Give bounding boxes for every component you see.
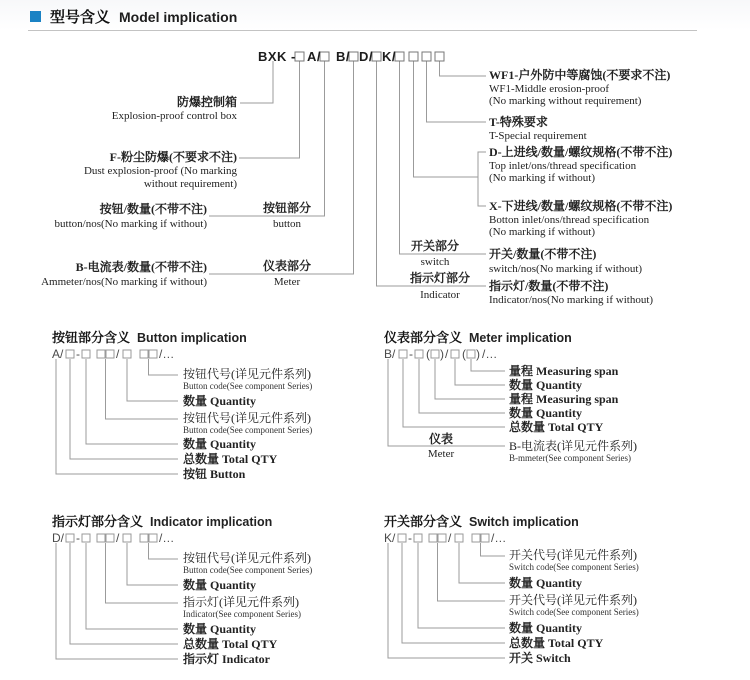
page-header (30, 6, 237, 27)
model-code-seg-d: D/ (359, 49, 373, 64)
label-bottom-inlet-en1: Botton inlet/ons/thread specification (489, 214, 650, 226)
meter-label-5-zh: B-电流表(详见元件系列) (509, 439, 637, 453)
meter-code-open2: ( (462, 347, 466, 361)
switch-label-1: 数量 Quantity (509, 576, 583, 590)
code-box (349, 52, 358, 61)
page-title-en: Model implication (119, 8, 238, 25)
code-box (82, 534, 90, 542)
button-label-5: 按钮 Button (183, 467, 246, 481)
meter-code-close1: ) (440, 347, 444, 361)
meter-label-3: 数量 Quantity (509, 406, 583, 420)
code-box (97, 350, 105, 358)
label-button-qty-zh: 按钮/数量(不带不注) (99, 202, 207, 216)
button-code-prefix: A/ (52, 347, 64, 361)
indicator-label-2-zh: 指示灯(详见元件系列) (183, 595, 299, 609)
label-switch-qty-en: switch/nos(No marking if without) (489, 263, 643, 275)
indicator-section-title-zh: 指示灯部分含义 (52, 514, 144, 529)
indicator-code-suffix: /… (159, 531, 175, 545)
label-dust-proof-zh: F-粉尘防爆(不要求不注) (109, 150, 237, 164)
indicator-section-title (52, 511, 272, 530)
code-box (123, 350, 131, 358)
code-box (435, 52, 444, 61)
label-top-inlet-en1: Top inlet/ons/thread specification (489, 160, 637, 172)
switch-label-2-zh: 开关代号(详见元件系列) (509, 593, 637, 607)
code-box (414, 534, 422, 542)
switch-section-title-zh: 开关部分含义 (384, 514, 463, 529)
meter-section-title (384, 327, 572, 346)
button-label-3: 数量 Quantity (183, 437, 257, 451)
code-box (140, 534, 148, 542)
label-control-box-zh: 防爆控制箱 (176, 95, 237, 109)
code-box (320, 52, 329, 61)
model-code-seg-a: A/ (307, 49, 321, 64)
button-code-slash: / (116, 347, 120, 361)
code-box (398, 534, 406, 542)
button-code-dash: - (76, 347, 80, 361)
button-label-2-en: Button code(See component Series) (183, 425, 313, 435)
indicator-code-prefix: D/ (52, 531, 64, 545)
meter-section-title-zh: 仪表部分含义 (384, 330, 463, 345)
label-special-en: T-Special requirement (489, 130, 587, 142)
meter-label-4: 总数量 Total QTY (509, 420, 604, 434)
indicator-label-3: 数量 Quantity (183, 622, 257, 636)
code-box (66, 534, 74, 542)
meter-label-0: 量程 Measuring span (509, 364, 619, 378)
indicator-code-slash: / (116, 531, 120, 545)
branch-meter-zh: 仪表部分 (262, 259, 311, 273)
code-box (451, 350, 459, 358)
page-title-zh: 型号含义 (50, 9, 111, 26)
code-box (399, 350, 407, 358)
indicator-label-4: 总数量 Total QTY (183, 637, 278, 651)
label-ammeter-qty-en: Ammeter/nos(No marking if without) (41, 276, 207, 288)
label-bottom-inlet-en2: (No marking if without) (489, 226, 596, 238)
indicator-label-0-zh: 按钮代号(详见元件系列) (183, 551, 311, 565)
branch-indicator-en: Indicator (420, 289, 460, 301)
switch-section-title-en: Switch implication (469, 515, 579, 529)
switch-label-0-zh: 开关代号(详见元件系列) (509, 548, 637, 562)
meter-code-prefix: B/ (384, 347, 396, 361)
meter-code-slash: / (445, 347, 449, 361)
branch-switch-zh: 开关部分 (410, 239, 459, 253)
button-code-suffix: /… (159, 347, 175, 361)
meter-label-1: 数量 Quantity (509, 378, 583, 392)
button-section-title-zh: 按钮部分含义 (52, 330, 131, 345)
switch-section-title (384, 511, 579, 530)
indicator-section-title-en: Indicator implication (150, 515, 273, 529)
label-ammeter-qty-zh: B-电流表/数量(不带不注) (75, 260, 207, 274)
branch-button-en: button (272, 218, 302, 230)
code-box (409, 52, 418, 61)
blue-square-bullet-icon (30, 11, 41, 22)
switch-label-5: 开关 Switch (509, 651, 571, 665)
switch-label-3: 数量 Quantity (509, 621, 583, 635)
button-label-0-zh: 按钮代号(详见元件系列) (183, 367, 311, 381)
meter-branch-en: Meter (427, 448, 455, 460)
meter-section-title-en: Meter implication (469, 331, 572, 345)
branch-switch-en: switch (420, 256, 450, 268)
label-wf1-en2: (No marking without requirement) (489, 95, 642, 107)
code-box (415, 350, 423, 358)
code-box (106, 534, 114, 542)
meter-code-close2: ) (476, 347, 480, 361)
label-indicator-qty-en: Indicator/nos(No marking if without) (489, 294, 654, 306)
code-box (481, 534, 489, 542)
meter-branch-zh: 仪表 (428, 432, 453, 446)
switch-label-2-en: Switch code(See component Series) (509, 607, 639, 617)
switch-code-prefix: K/ (384, 531, 396, 545)
branch-button-zh: 按钮部分 (262, 201, 311, 215)
model-code-prefix: BXK - (258, 49, 296, 64)
label-wf1-en1: WF1-Middle erosion-proof (489, 83, 610, 95)
meter-code-open1: ( (426, 347, 430, 361)
code-box (429, 534, 437, 542)
code-box (438, 534, 446, 542)
switch-code-suffix: /… (491, 531, 507, 545)
button-label-1: 数量 Quantity (183, 394, 257, 408)
code-box (422, 52, 431, 61)
meter-label-2: 量程 Measuring span (509, 392, 619, 406)
indicator-label-1: 数量 Quantity (183, 578, 257, 592)
meter-code-dash: - (409, 347, 413, 361)
code-box (140, 350, 148, 358)
switch-code-slash: / (448, 531, 452, 545)
button-section-title-en: Button implication (137, 331, 247, 345)
model-code-seg-b: B/ (336, 49, 350, 64)
code-box (455, 534, 463, 542)
code-box (82, 350, 90, 358)
meter-code-suffix: /… (482, 347, 498, 361)
header-rule (28, 30, 697, 31)
code-box (97, 534, 105, 542)
code-box (472, 534, 480, 542)
meter-label-5-en: B-mmeter(See component Series) (509, 453, 631, 463)
button-label-2-zh: 按钮代号(详见元件系列) (183, 411, 311, 425)
code-box (467, 350, 475, 358)
label-wf1-zh: WF1-户外防中等腐蚀(不要求不注) (489, 68, 671, 82)
code-box (66, 350, 74, 358)
code-box (395, 52, 404, 61)
code-box (149, 350, 157, 358)
label-indicator-qty-zh: 指示灯/数量(不带不注) (489, 279, 609, 293)
label-control-box-en: Explosion-proof control box (111, 110, 237, 122)
indicator-label-0-en: Button code(See component Series) (183, 565, 313, 575)
button-label-0-en: Button code(See component Series) (183, 381, 313, 391)
label-top-inlet-zh: D-上进线/数量/螺纹规格(不带不注) (489, 145, 673, 159)
button-section-title (52, 327, 247, 346)
label-top-inlet-en2: (No marking if without) (489, 172, 596, 184)
code-box (431, 350, 439, 358)
branch-indicator-zh: 指示灯部分 (409, 271, 470, 285)
code-box (106, 350, 114, 358)
switch-label-0-en: Switch code(See component Series) (509, 562, 639, 572)
model-code-seg-k: K/ (382, 49, 396, 64)
label-button-qty-en: button/nos(No marking if without) (54, 218, 207, 230)
code-box (123, 534, 131, 542)
button-label-4: 总数量 Total QTY (183, 452, 278, 466)
code-box (295, 52, 304, 61)
code-box (372, 52, 381, 61)
indicator-label-5: 指示灯 Indicator (183, 652, 271, 666)
branch-meter-en: Meter (273, 276, 301, 288)
switch-code-dash: - (408, 531, 412, 545)
label-dust-proof-en: Dust explosion-proof (No marking without requirement) (83, 165, 237, 190)
label-bottom-inlet-zh: X-下进线/数量/螺纹规格(不带不注) (489, 199, 673, 213)
indicator-label-2-en: Indicator(See component Series) (183, 609, 301, 619)
switch-label-4: 总数量 Total QTY (509, 636, 604, 650)
indicator-code-dash: - (76, 531, 80, 545)
label-switch-qty-zh: 开关/数量(不带不注) (489, 247, 597, 261)
label-special-zh: T-特殊要求 (489, 115, 548, 129)
code-box (149, 534, 157, 542)
